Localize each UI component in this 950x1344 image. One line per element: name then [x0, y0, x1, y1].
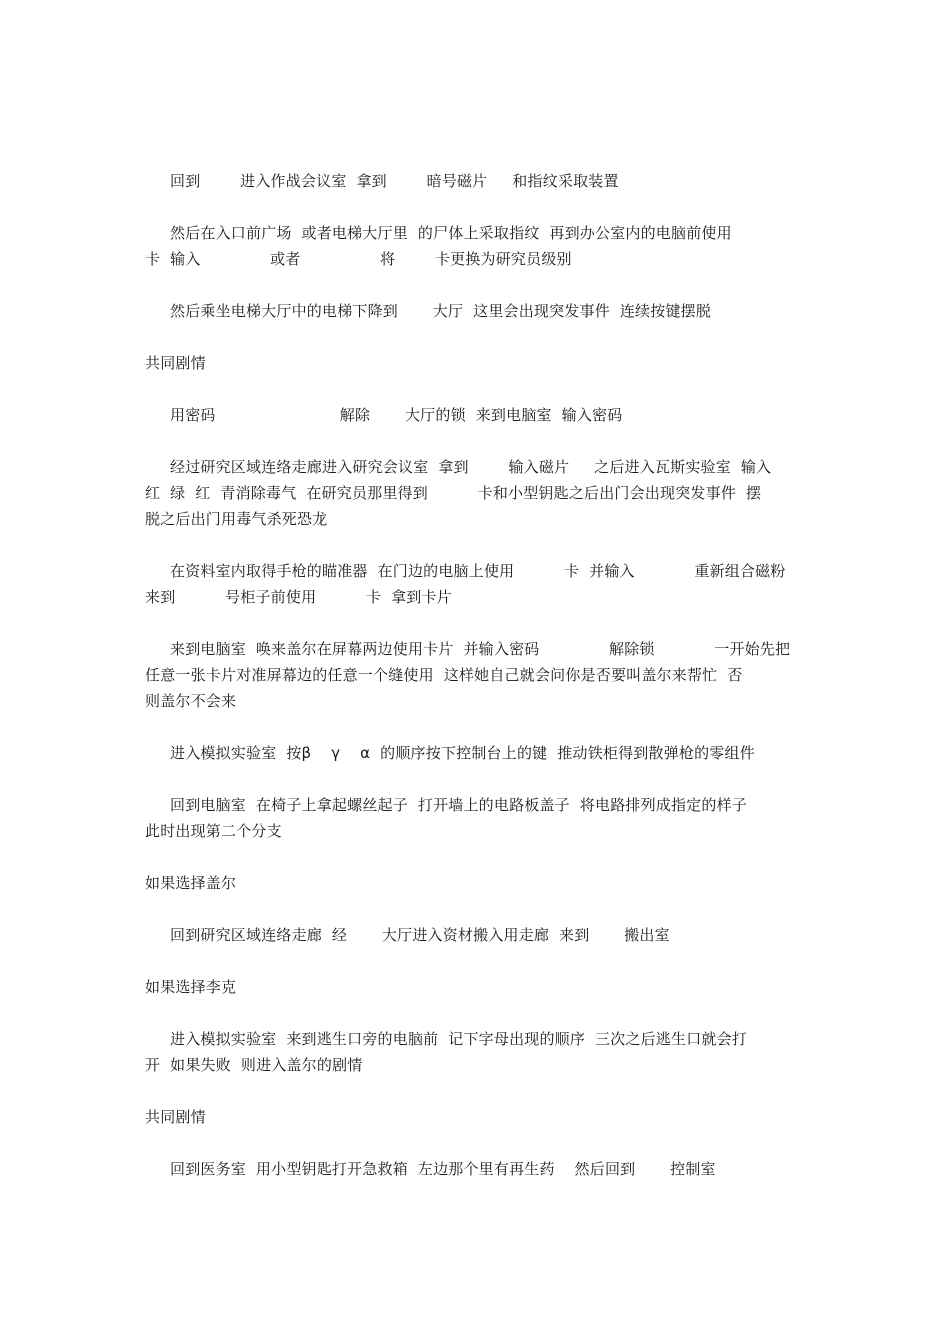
- paragraph-line: 任意一张卡片对准屏幕边的任意一个缝使用 这样她自己就会问你是否要叫盖尔来帮忙 否: [145, 666, 743, 684]
- paragraph-line: 用密码 解除 大厅的锁 来到电脑室 输入密码: [170, 406, 623, 424]
- paragraph-line: 回到 进入作战会议室 拿到 暗号磁片 和指纹采取装置: [170, 172, 619, 190]
- paragraph-line: 回到研究区域连络走廊 经 大厅进入资材搬入用走廊 来到 搬出室: [170, 926, 670, 944]
- paragraph-line: 脱之后出门用毒气杀死恐龙: [145, 510, 328, 528]
- paragraph-line: 进入模拟实验室 按β γ α 的顺序按下控制台上的键 推动铁柜得到散弹枪的零组件: [170, 744, 755, 762]
- paragraph-line: 来到 号柜子前使用 卡 拿到卡片: [145, 588, 452, 606]
- paragraph-line: 开 如果失败 则进入盖尔的剧情: [145, 1056, 363, 1074]
- paragraph-line: 卡 输入 或者 将 卡更换为研究员级别: [145, 250, 572, 268]
- paragraph-line: 来到电脑室 唤来盖尔在屏幕两边使用卡片 并输入密码 解除锁 一开始先把: [170, 640, 791, 658]
- section-heading: 共同剧情: [145, 1108, 206, 1126]
- paragraph-line: 进入模拟实验室 来到逃生口旁的电脑前 记下字母出现的顺序 三次之后逃生口就会打: [170, 1030, 748, 1048]
- paragraph-line: 然后乘坐电梯大厅中的电梯下降到 大厅 这里会出现突发事件 连续按键摆脱: [170, 302, 712, 320]
- paragraph-line: 回到医务室 用小型钥匙打开急救箱 左边那个里有再生药 然后回到 控制室: [170, 1160, 716, 1178]
- paragraph-line: 此时出现第二个分支: [145, 822, 282, 840]
- paragraph-line: 则盖尔不会来: [145, 692, 237, 710]
- section-heading: 共同剧情: [145, 354, 206, 372]
- paragraph-line: 在资料室内取得手枪的瞄准器 在门边的电脑上使用 卡 并输入 重新组合磁粉: [170, 562, 786, 580]
- paragraph-line: 然后在入口前广场 或者电梯大厅里 的尸体上采取指纹 再到办公室内的电脑前使用: [170, 224, 732, 242]
- paragraph-line: 红 绿 红 青消除毒气 在研究员那里得到 卡和小型钥匙之后出门会出现突发事件 摆: [145, 484, 762, 502]
- paragraph-line: 回到电脑室 在椅子上拿起螺丝起子 打开墙上的电路板盖子 将电路排列成指定的样子: [170, 796, 748, 814]
- section-heading: 如果选择李克: [145, 978, 237, 996]
- paragraph-line: 经过研究区域连络走廊进入研究会议室 拿到 输入磁片 之后进入瓦斯实验室 输入: [170, 458, 772, 476]
- section-heading: 如果选择盖尔: [145, 874, 237, 892]
